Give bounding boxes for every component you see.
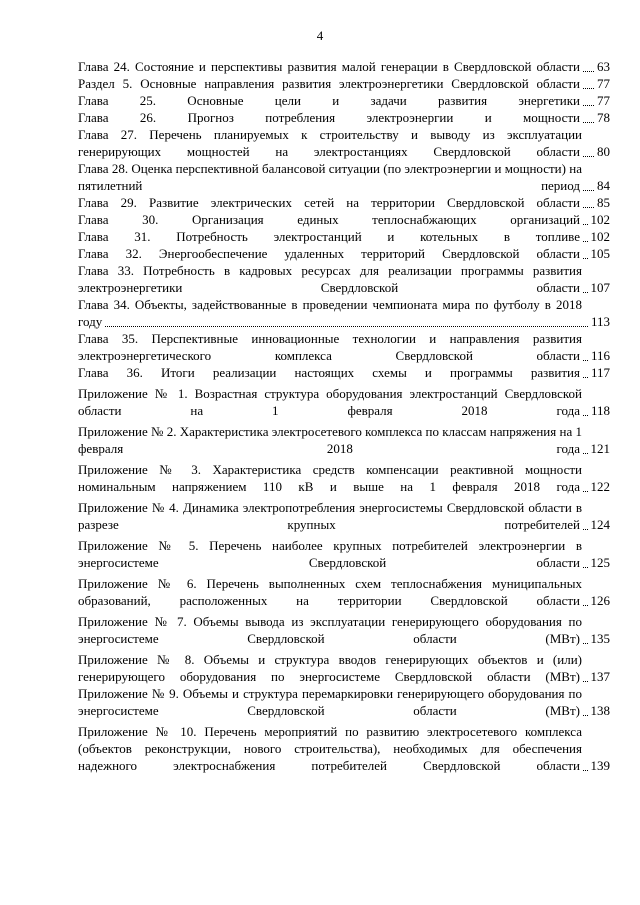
toc-entry-page: 77 <box>594 92 610 109</box>
toc-entry-title: Глава 35. Перспективные инновационные технологии и направления развития электроэнергетического комплекса Свердловской области <box>78 331 582 363</box>
toc-entry-page: 117 <box>588 364 610 381</box>
toc-entry[interactable] <box>78 651 610 685</box>
toc-entry-title: Глава 34. Объекты, задействованные в проведении чемпионата мира по футболу в 2018 году <box>78 297 582 329</box>
toc-entry-title: Глава 27. Перечень планируемых к строительству и выводу из эксплуатации генерирующих мощностей на электростанциях Свердловской области <box>78 127 582 159</box>
toc-entry-title: Приложение № 7. Объемы вывода из эксплуатации генерирующего оборудования по энергосистеме Свердловской области (МВт) <box>78 614 582 646</box>
toc-entry-title: Глава 29. Развитие электрических сетей на территории Свердловской области <box>78 195 580 210</box>
toc-entry-page: 125 <box>588 554 611 571</box>
toc-entry[interactable] <box>78 423 610 457</box>
toc-entry-title: Глава 36. Итоги реализации настоящих схемы и программы развития <box>78 365 580 380</box>
toc-entry[interactable] <box>78 228 610 245</box>
toc-entry-title: Глава 30. Организация единых теплоснабжающих организаций <box>78 212 580 227</box>
toc-entry[interactable] <box>78 126 610 160</box>
toc-entry[interactable] <box>78 109 610 126</box>
toc-entry[interactable] <box>78 499 610 533</box>
toc-entry[interactable] <box>78 537 610 571</box>
toc-entry-page: 139 <box>588 757 611 774</box>
toc-entry-page: 116 <box>588 347 610 364</box>
toc-entry[interactable] <box>78 75 610 92</box>
toc-entry-title: Глава 25. Основные цели и задачи развития энергетики <box>78 93 580 108</box>
toc-entry-title: Приложение № 8. Объемы и структура вводов генерирующих объектов и (или) генерирующего оборудования по энергосистеме Свердловской области (МВт) <box>78 652 582 684</box>
toc-entry-page: 124 <box>588 516 611 533</box>
toc-entry-title: Приложение № 10. Перечень мероприятий по развитию электросетевого комплекса (объектов реконструкции, нового строительства), необходимых для обеспечения надежного электроснабжения потребителей Свердловской области <box>78 724 582 773</box>
toc-entry[interactable] <box>78 575 610 609</box>
toc-entry[interactable] <box>78 723 610 774</box>
toc-entry[interactable] <box>78 461 610 495</box>
toc-entry-title: Глава 28. Оценка перспективной балансовой ситуации (по электроэнергии и мощности) на пятилетний период <box>78 161 582 193</box>
toc-entry[interactable] <box>78 211 610 228</box>
toc-entry[interactable] <box>78 685 610 719</box>
toc-entry[interactable] <box>78 245 610 262</box>
toc-entry-title: Глава 24. Состояние и перспективы развития малой генерации в Свердловской области <box>78 59 580 74</box>
page-number: 4 <box>316 28 324 43</box>
toc-entry-page: 63 <box>594 58 610 75</box>
toc-entry-title: Приложение № 1. Возрастная структура оборудования электростанций Свердловской области на 1 февраля 2018 года <box>78 386 582 418</box>
toc-entry-page: 137 <box>588 668 611 685</box>
toc-entry-title: Приложение № 2. Характеристика электросетевого комплекса по классам напряжения на 1 февраля 2018 года <box>78 424 582 456</box>
toc-entry-page: 126 <box>588 592 611 609</box>
toc-entry-page: 84 <box>594 177 610 194</box>
toc-entry-page: 138 <box>588 702 611 719</box>
toc-entry-page: 121 <box>588 440 611 457</box>
toc-entry-page: 102 <box>588 228 611 245</box>
toc-entry-page: 135 <box>588 630 611 647</box>
toc-entry-title: Приложение № 3. Характеристика средств компенсации реактивной мощности номинальным напряжением 110 кВ и выше на 1 февраля 2018 года <box>78 462 582 494</box>
toc-entry[interactable] <box>78 385 610 419</box>
toc-entry-title: Приложение № 6. Перечень выполненных схем теплоснабжения муниципальных образований, расположенных на территории Свердловской области <box>78 576 582 608</box>
toc-entry-title: Приложение № 5. Перечень наиболее крупных потребителей электроэнергии в энергосистеме Свердловской области <box>78 538 582 570</box>
toc-entry-page: 77 <box>594 75 610 92</box>
toc-entry[interactable] <box>78 194 610 211</box>
toc-entry-title: Приложение № 9. Объемы и структура перемаркировки генерирующего оборудования по энергосистеме Свердловской области (МВт) <box>78 686 582 718</box>
table-of-contents <box>78 58 610 774</box>
toc-entry-page: 78 <box>594 109 610 126</box>
toc-entry-page: 102 <box>588 211 611 228</box>
toc-entry-title: Приложение № 4. Динамика электропотребления энергосистемы Свердловской области в разрезе крупных потребителей <box>78 500 582 532</box>
toc-entry[interactable] <box>78 160 610 194</box>
toc-entry[interactable] <box>78 296 610 330</box>
toc-entry-page: 122 <box>588 478 611 495</box>
toc-entry-title: Глава 26. Прогноз потребления электроэнергии и мощности <box>78 110 580 125</box>
toc-entry[interactable] <box>78 613 610 647</box>
toc-entry[interactable] <box>78 58 610 75</box>
toc-entry-title: Глава 33. Потребность в кадровых ресурсах для реализации программы развития электроэнергетики Свердловской области <box>78 263 582 295</box>
toc-entry-title: Глава 31. Потребность электростанций и котельных в топливе <box>78 229 580 244</box>
toc-entry-title: Раздел 5. Основные направления развития электроэнергетики Свердловской области <box>78 76 580 91</box>
toc-entry-page: 113 <box>588 313 610 330</box>
toc-entry-page: 105 <box>588 245 611 262</box>
toc-entry[interactable] <box>78 330 610 364</box>
toc-entry[interactable] <box>78 262 610 296</box>
toc-entry[interactable] <box>78 92 610 109</box>
toc-entry-page: 107 <box>588 279 611 296</box>
toc-entry-page: 80 <box>594 143 610 160</box>
toc-entry-title: Глава 32. Энергообеспечение удаленных территорий Свердловской области <box>78 246 580 261</box>
toc-entry[interactable] <box>78 364 610 381</box>
dot-leader <box>78 326 610 327</box>
toc-entry-page: 85 <box>594 194 610 211</box>
toc-entry-page: 118 <box>588 402 610 419</box>
